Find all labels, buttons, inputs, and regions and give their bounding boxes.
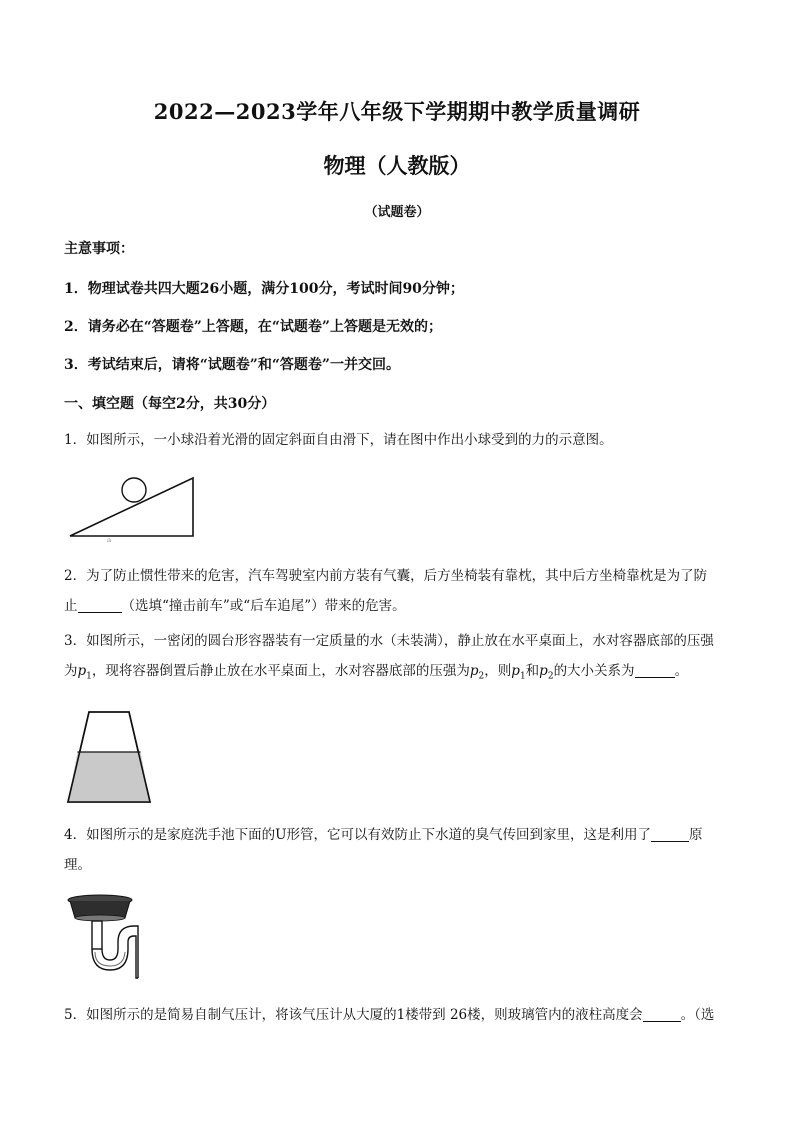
question-3-text-d: 和 [525,663,540,679]
exam-subtitle: 物理（人教版） [323,153,471,178]
question-5 [64,1000,734,1030]
u-trap-sink-figure [64,892,144,982]
question-5-text-a: 5．如图所示的是简易自制气压计，将该气压计从大厦的1楼带到 26楼，则玻璃管内的液柱高度会 [64,1007,643,1023]
question-2 [64,561,734,621]
note-item-1: 1．物理试卷共四大题26小题，满分100分，考试时间90分钟； [64,281,464,297]
answer-blank-q2[interactable] [78,598,122,613]
question-3-text-c: ，则 [484,663,512,679]
question-3-text-e: 的大小关系为 [553,663,635,679]
question-4-text-b: 原 [688,827,703,843]
symbol-p2: $p_2$ [469,663,485,682]
svg-text:ａ: ａ [106,537,113,544]
note-item-3: 3．考试结束后，请将“试题卷”和“答题卷”一并交回。 [64,357,400,373]
question-3-text-f: 。 [674,663,689,679]
answer-blank-q3[interactable] [635,663,675,678]
question-1 [64,425,734,455]
question-4-line-2: 理。 [64,857,91,873]
answer-blank-q5[interactable] [643,1007,681,1022]
question-4-text-a: 4．如图所示的是家庭洗手池下面的U形管，它可以有效防止下水道的臭气传回到家里，这是利用了 [64,827,651,843]
question-1-text: 1．如图所示，一小球沿着光滑的固定斜面自由滑下，请在图中作出小球受到的力的示意图。 [64,432,613,448]
question-2-prefix: 止 [64,598,78,614]
answer-blank-q4[interactable] [651,827,689,842]
notes-heading: 主意事项： [64,241,134,257]
note-item-2: 2．请务必在“答题卷”上答题，在“试题卷”上答题是无效的； [64,319,442,335]
symbol-p1: $p_1$ [77,663,92,682]
exam-title: 2022—2023学年八年级下学期期中教学质量调研 [153,99,641,124]
question-4 [64,820,734,880]
question-3 [64,626,734,692]
symbol-p2-compare: $p_2$ [539,663,554,682]
paper-type-label: （试题卷） [364,205,430,220]
question-3-line-1: 3．如图所示，一密闭的圆台形容器装有一定质量的水（未装满），静止放在水平桌面上，水对容器底部的压强 [64,633,714,649]
symbol-p1-compare: $p_1$ [511,663,526,682]
question-3-text-a: 为 [64,663,78,679]
incline-ball-figure [66,474,198,544]
section-heading-fill-blank: 一、填空题（每空2分，共30分） [64,396,276,412]
question-2-line-1: 2．为了防止惯性带来的危害，汽车驾驶室内前方装有气囊，后方坐椅装有靠枕，其中后方坐椅靠枕是为了防 [64,568,708,584]
question-3-text-b: ，现将容器倒置后静止放在水平桌面上，水对容器底部的压强为 [91,663,470,679]
frustum-container-figure [64,708,156,806]
question-5-text-b: 。（选 [680,1007,715,1023]
question-2-suffix: （选填“撞击前车”或“后车追尾”）带来的危害。 [121,598,406,614]
